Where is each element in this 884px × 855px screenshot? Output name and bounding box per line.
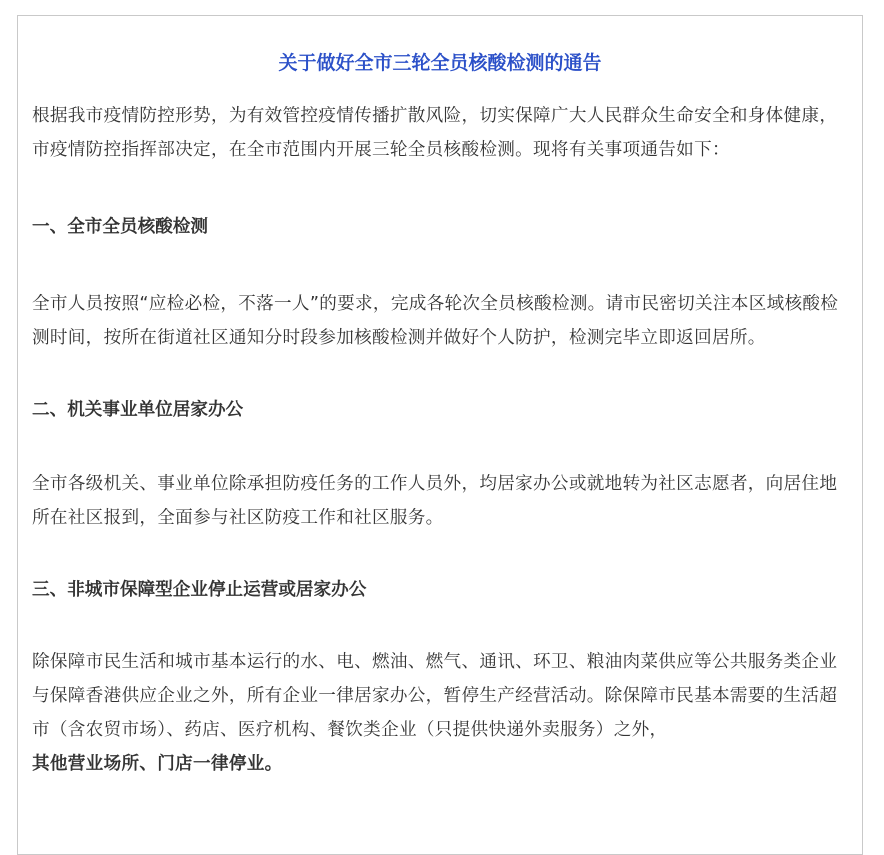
notice-article (17, 15, 863, 855)
section-3-body-paragraph (32, 645, 848, 781)
section-3-body: 除保障市民生活和城市基本运行的水、电、燃油、燃气、通讯、环卫、粮油肉菜供应等公共服务类企业与保障香港供应企业之外，所有企业一律居家办公，暂停生产经营活动。除保障市民基本需要的生活超市（含农贸市场）、药店、医疗机构、餐饮类企业（只提供快递外卖服务）之外， (32, 652, 838, 740)
section-3-heading: 三、非城市保障型企业停止运营或居家办公 (32, 580, 367, 600)
notice-title: 关于做好全市三轮全员核酸检测的通告 (278, 52, 602, 74)
section-3-body-bold: 其他营业场所、门店一律停业。 (32, 754, 283, 774)
section-1-heading: 一、全市全员核酸检测 (32, 217, 208, 237)
section-2-body: 全市各级机关、事业单位除承担防疫任务的工作人员外，均居家办公或就地转为社区志愿者，向居住地所在社区报到，全面参与社区防疫工作和社区服务。 (32, 474, 838, 528)
section-2-heading: 二、机关事业单位居家办公 (32, 400, 244, 420)
section-1-body: 全市人员按照“应检必检，不落一人”的要求，完成各轮次全员核酸检测。请市民密切关注本区域核酸检测时间，按所在街道社区通知分时段参加核酸检测并做好个人防护，检测完毕立即返回居所。 (32, 294, 839, 348)
intro-paragraph: 根据我市疫情防控形势，为有效管控疫情传播扩散风险，切实保障广大人民群众生命安全和身体健康，市疫情防控指挥部决定，在全市范围内开展三轮全员核酸检测。现将有关事项通告如下： (32, 106, 838, 160)
